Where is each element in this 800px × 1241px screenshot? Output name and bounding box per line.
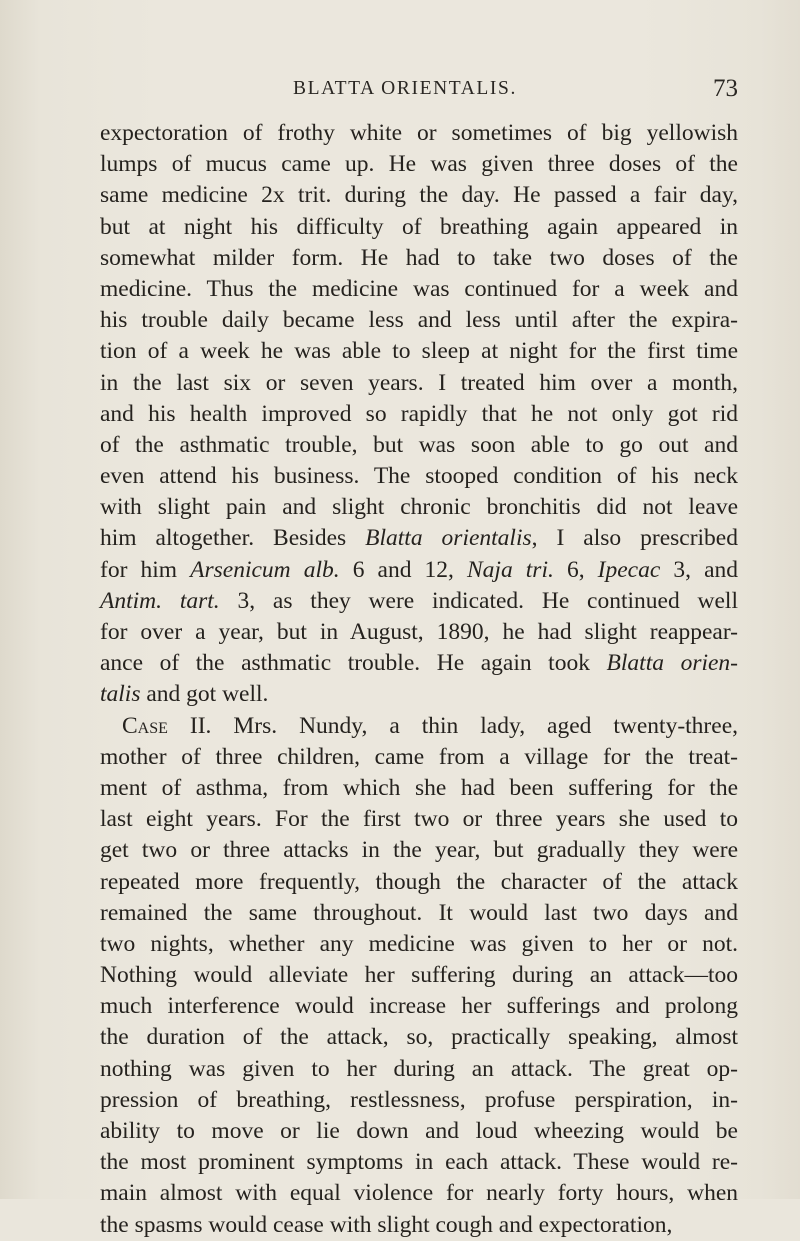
text-line (100, 679, 738, 710)
text-run: ance of the asthmatic trouble. He again took (100, 650, 607, 677)
text-run: in the last six or seven years. I treated him over a month, (100, 369, 738, 396)
text-line (100, 586, 738, 617)
text-run: 6, (553, 556, 598, 583)
text-line (100, 929, 738, 960)
text-run: even attend his business. The stooped condition of his neck (100, 463, 738, 490)
italic-text: Blatta orientalis (365, 525, 532, 552)
text-run: pression of breathing, restlessness, profuse perspiration, in- (100, 1086, 738, 1113)
text-run: and got well. (140, 681, 269, 708)
italic-text: Blatta orien- (606, 650, 739, 677)
text-line (100, 274, 738, 305)
text-line (100, 648, 738, 679)
text-run: get two or three attacks in the year, but gradually they were (100, 837, 738, 864)
text-line (100, 617, 738, 648)
text-line (100, 835, 738, 866)
text-line (100, 492, 738, 523)
text-run: last eight years. For the first two or three years she used to (100, 806, 738, 833)
text-run: tion of a week he was able to sleep at night for the first time (100, 338, 738, 365)
text-run: , I also prescribed (531, 525, 738, 552)
text-line (100, 1178, 738, 1209)
page-number: 73 (713, 75, 738, 102)
text-line (100, 430, 738, 461)
text-line (100, 149, 738, 180)
text-run: 3, as they were indicated. He continued well (219, 587, 738, 614)
text-line (100, 742, 738, 773)
italic-text: talis (100, 681, 141, 708)
text-line (100, 711, 738, 742)
text-line (100, 243, 738, 274)
text-run: 6 and 12, (339, 556, 467, 583)
text-line (100, 1054, 738, 1085)
italic-text: Antim. tart. (100, 587, 220, 614)
text-line (100, 1116, 738, 1147)
text-line (100, 305, 738, 336)
text-run: II. Mrs. Nundy, a thin lady, aged twenty-three, (167, 712, 738, 739)
body-text (100, 118, 738, 1241)
text-line (100, 867, 738, 898)
text-run: somewhat milder form. He had to take two doses of the (100, 244, 738, 271)
text-run: ment of asthma, from which she had been suffering for the (100, 774, 738, 801)
italic-text: Arsenicum alb. (190, 556, 340, 583)
text-run: main almost with equal violence for nearly forty hours, when (100, 1180, 738, 1207)
text-run: for him (100, 556, 191, 583)
text-run: for over a year, but in August, 1890, he had slight reappear- (100, 619, 738, 645)
text-run: two nights, whether any medicine was given to her or not. (100, 930, 738, 957)
text-line (100, 118, 738, 149)
text-run: of the asthmatic trouble, but was soon able to go out and (100, 431, 738, 458)
small-caps-text: Case (122, 712, 168, 739)
text-line (100, 399, 738, 430)
running-title: BLATTA ORIENTALIS. (293, 78, 517, 99)
text-run: nothing was given to her during an attack. The great op- (100, 1055, 738, 1082)
text-run: him altogether. Besides (100, 525, 366, 552)
text-run: much interference would increase her sufferings and prolong (100, 993, 738, 1020)
text-line (100, 773, 738, 804)
text-line (100, 991, 738, 1022)
text-run: Nothing would alleviate her suffering during an attack—too (100, 962, 738, 989)
text-line (100, 336, 738, 367)
text-run: lumps of mucus came up. He was given three doses of the (100, 151, 738, 178)
running-head (100, 75, 738, 108)
text-run: ability to move or lie down and loud wheezing would be (100, 1118, 738, 1144)
text-run: same medicine 2x trit. during the day. He passed a fair day, (100, 182, 738, 209)
text-run: and his health improved so rapidly that he not only got rid (100, 400, 738, 427)
text-line (100, 1147, 738, 1178)
text-run: his trouble daily became less and less until after the expira- (100, 307, 738, 334)
italic-text: Naja tri. (467, 556, 554, 583)
text-run: repeated more frequently, though the character of the attack (100, 868, 738, 895)
text-line (100, 461, 738, 492)
text-run: the spasms would cease with slight cough and expectoration, (100, 1211, 673, 1238)
text-run: the most prominent symptoms in each attack. These would re- (100, 1149, 738, 1176)
text-line (100, 1022, 738, 1053)
text-run: the duration of the attack, so, practically speaking, almost (100, 1024, 738, 1051)
text-run: with slight pain and slight chronic bronchitis did not leave (100, 494, 738, 521)
text-line (100, 960, 738, 991)
text-line (100, 1210, 738, 1241)
text-line (100, 898, 738, 929)
text-run: medicine. Thus the medicine was continued for a week and (100, 275, 738, 302)
text-line (100, 180, 738, 211)
text-line (100, 368, 738, 399)
text-line (100, 804, 738, 835)
text-line (100, 1085, 738, 1116)
text-line (100, 523, 738, 554)
text-line (100, 212, 738, 243)
text-run: 3, and (660, 556, 738, 583)
text-line (100, 555, 738, 586)
text-run: mother of three children, came from a village for the treat- (100, 743, 738, 770)
italic-text: Ipecac (597, 556, 661, 583)
text-run: expectoration of frothy white or sometimes of big yellowish (100, 120, 738, 146)
text-run: remained the same throughout. It would last two days and (100, 899, 738, 926)
text-run: but at night his difficulty of breathing again appeared in (100, 213, 738, 240)
